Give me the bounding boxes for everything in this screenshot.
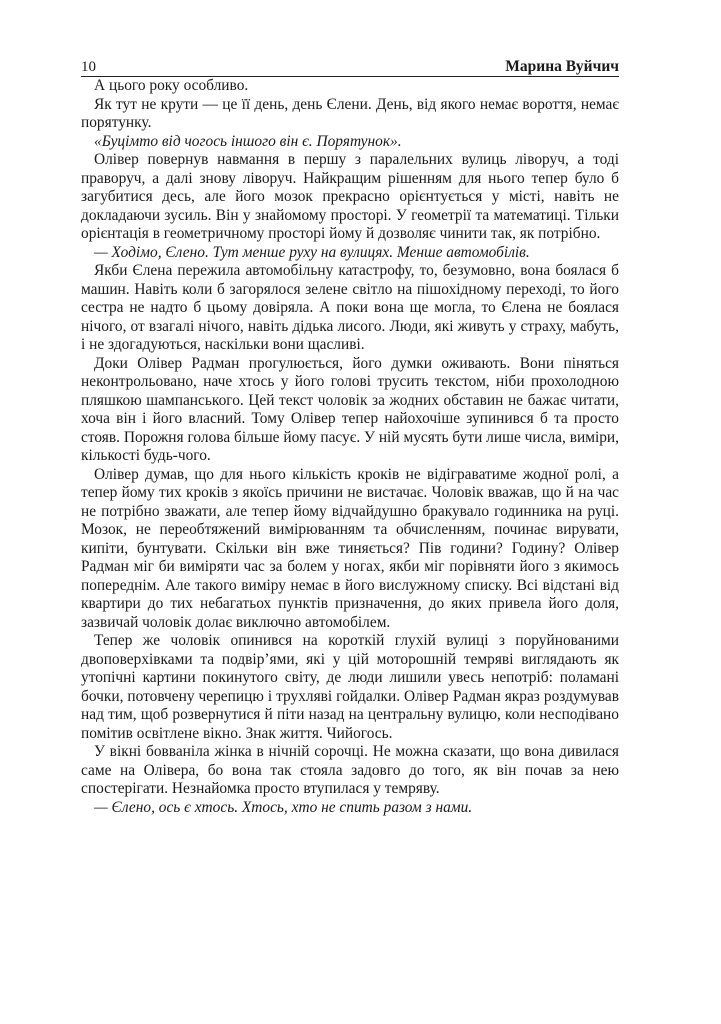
italic-paragraph: «Буцімто від чогось іншого він є. Порятунок». [94, 132, 402, 150]
paragraph: Доки Олівер Радман прогулюється, його думки оживають. Вони піняться неконтрольовано, наче хтось у його голові трусить текстом, ніби прохолодною пляшкою шампанського. Цей текст чоловік за жодних обставин не бажає читати, хоча він і його власний. Тому Олівер тепер найохочіше зупинився б та просто стояв. Порожня голова більше йому пасує. У ній мусять бути лише числа, виміри, кількості будь-чого. [81, 354, 619, 464]
paragraph: Як тут не крути — це її день, день Єлени. День, від якого немає вороття, немає порятунку. [81, 95, 619, 131]
body-text [81, 77, 619, 817]
page-header [81, 58, 619, 77]
paragraph: Якби Єлена пережила автомобільну катастрофу, то, безумовно, вона боялася б машин. Навіть коли б загорялося зелене світло на пішохідному переході, то його сестра не надто б цьому довіряла. А поки вона ще могла, то Єлена не боялася нічого, от взагалі нічого, навіть дідька лисого. Люди, які живуть у страху, мабуть, і не здогадуються, наскільки вони щасливі. [81, 262, 619, 353]
dialogue-line: — Єлено, ось є хтось. Хтось, хто не спить разом з нами. [94, 798, 473, 816]
paragraph: А цього року особливо. [94, 77, 249, 94]
paragraph: Олівер повернув навмання в першу з паралельних вулиць ліворуч, а тоді праворуч, а далі знову ліворуч. Найкращим рішенням для нього тепер було б загубитися десь, але його мозок прекрасно орієнтується у місті, навіть не докладаючи зусиль. Він у знайомому просторі. У геометрії та математиці. Тільки орієнтація в геометричному просторі йому й дозволяє чинити так, як потрібно. [81, 151, 619, 242]
page-number: 10 [81, 59, 96, 75]
author-running-head: Марина Вуйчич [505, 58, 619, 75]
dialogue-line: — Ходімо, Єлено. Тут менше руху на вулицях. Менше автомобілів. [94, 243, 530, 261]
paragraph: У вікні бовваніла жінка в нічній сорочці. Не можна сказати, що вона дивилася саме на Олівера, бо вона так стояла задовго до того, як він почав за нею спостерігати. Незнайомка просто втупилася у темряву. [81, 743, 619, 797]
paragraph: Олівер думав, що для нього кількість кроків не відіграватиме жодної ролі, а тепер йому тих кроків з якоїсь причини не вистачає. Чоловік вважав, що й на час не потрібно зважати, але тепер йому відчайдушно бракувало годинника на руці. Мозок, не переобтяжений вимірюванням та обчисленням, починає вирувати, кипіти, бунтувати. Скільки він вже тиняється? Пів години? Годину? Олівер Радман міг би виміряти час за болем у ногах, якби міг порівняти його з якимось попереднім. Але такого виміру немає в його вислужному списку. Всі відстані від квартири до тих небагатьох пунктів призначення, до яких привела його доля, зазвичай чоловік долає виключно автомобілем. [81, 465, 619, 631]
paragraph: Тепер же чоловік опинився на короткій глухій вулиці з поруйнованими двоповерхівками та подвір’ями, які у цій моторошній темряві виглядають як утопічні картини покинутого світу, де люди лишили увесь непотріб: поламані бочки, потовчену черепицю і трухляві гойдалки. Олівер Радман якраз роздумував над тим, щоб розвернутися й піти назад на центральну вулицю, коли несподівано помітив освітлене вікно. Знак життя. Чийогось. [81, 632, 619, 742]
